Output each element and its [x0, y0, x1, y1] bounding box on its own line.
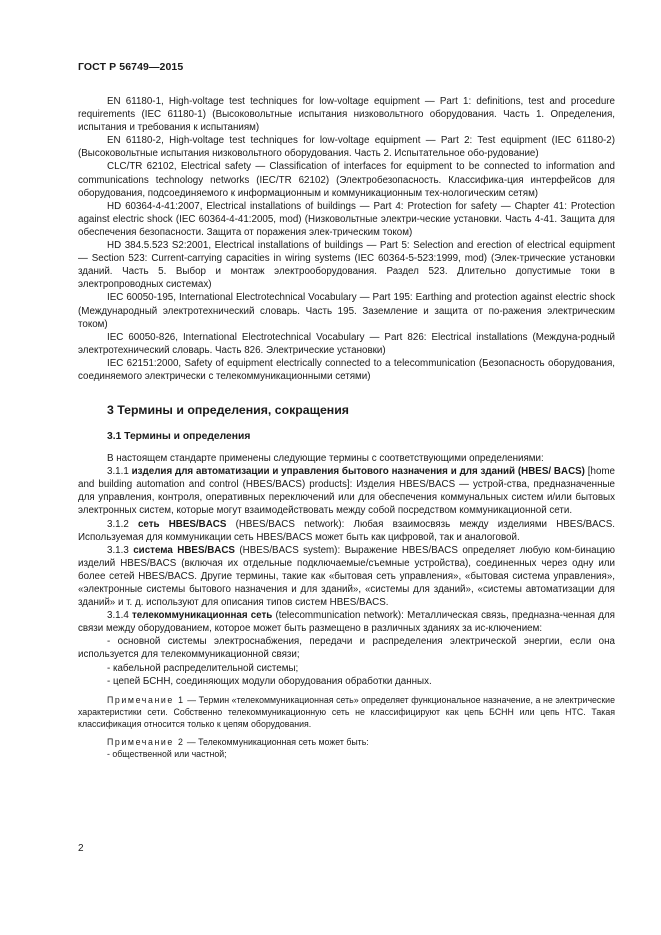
- term-text: (telecommunication network): Металлическая связь, предназна-ченная для связи между оборудованием, которое может быть размещено в различных зданиях за ис-ключением:: [78, 610, 615, 635]
- reference-item: CLC/TR 62102, Electrical safety — Classification of interfaces for equipment to be connected to information and communications technology networks (IEC/TR 62102) (Электробезопасность. Классифика-ция интерфейсов для оборудования, подсоединяемого к информационным и коммуникационным тех-нологическим сетям): [78, 161, 615, 199]
- reference-item: EN 61180-1, High-voltage test techniques for low-voltage equipment — Part 1: definitions, test and procedure requirements (IEC 61180-1) (Высоковольтные испытания низковольтного оборудования. Часть 1. Определения, испытания и требования к испытаниям): [78, 96, 615, 134]
- term-definition: [78, 609, 615, 635]
- reference-item: IEC 62151:2000, Safety of equipment electrically connected to a telecommunication (Безопасность оборудования, соединяемого электрически с телекоммуникационными сетями): [78, 357, 615, 382]
- list-item: - цепей БСНН, соединяющих модули оборудования обработки данных.: [107, 675, 432, 687]
- term-text: (HBES/BACS network): Любая взаимосвязь между изделиями HBES/BACS. Используемая для коммуникации сеть HBES/BACS может быть как цифровой, так и аналоговой.: [78, 518, 615, 543]
- term-name: изделия для автоматизации и управления бытового назначения и для зданий (HBES/ BACS): [131, 466, 585, 478]
- term-name: сеть HBES/BACS: [137, 518, 227, 530]
- notes: [78, 694, 615, 760]
- list-item: - кабельной распределительной системы;: [107, 662, 299, 674]
- note-list-item: - общественной или частной;: [107, 748, 227, 759]
- note-2: [78, 736, 615, 748]
- intro-paragraph: В настоящем стандарте применены следующие термины с соответствующими определениями:: [107, 453, 544, 465]
- subsection-title: 3.1 Термины и определения: [107, 431, 251, 443]
- note-label: Примечание 2: [107, 736, 185, 747]
- term-definition: [78, 544, 615, 609]
- term-name: система HBES/BACS: [133, 544, 235, 556]
- note-text: — Телекоммуникационная сеть может быть:: [184, 736, 369, 747]
- reference-item: IEC 60050-826, International Electrotechnical Vocabulary — Part 826: Electrical installations (Междуна-родный электротехнический словарь. Часть 826. Электрические установки): [78, 331, 615, 356]
- section-title: 3 Термины и определения, сокращения: [107, 403, 349, 418]
- reference-item: HD 384.5.523 S2:2001, Electrical installations of buildings — Part 5: Selection and erection of electrical equipment — Section 523: Current-carrying capacities in wiring systems (IEC 60364-5-523:1999, mod) (Элек-трические установки зданий. Часть 5. Выбор и монтаж электрооборудования. Раздел 523. Длительно допустимые токи в электропроводных системах): [78, 240, 615, 291]
- note-label: Примечание 1: [107, 694, 185, 705]
- reference-item: HD 60364-4-41:2007, Electrical installations of buildings — Part 4: Protection for safety — Chapter 41: Protection against electric shock (IEC 60364-4-41:2005, mod) (Низковольтные электри-ческие установки. Часть 4-41. Защита для обеспечения безопасности. Защита от поражения элек-трическим током): [78, 200, 615, 238]
- term-definition: [78, 518, 615, 544]
- standard-header: ГОСТ Р 56749—2015: [78, 61, 184, 73]
- term-name: телекоммуникационная сеть: [131, 610, 273, 622]
- reference-item: IEC 60050-195, International Electrotechnical Vocabulary — Part 195: Earthing and protection against electric shock (Международный электротехнический словарь. Часть 195. Заземление и защита от по-ражения электрическим током): [78, 292, 615, 330]
- list-item: - основной системы электроснабжения, передачи и распределения электрической энергии, если она используется для телекоммуникационной связи;: [78, 636, 615, 661]
- normative-references: [78, 95, 615, 383]
- term-number: 3.1.2: [107, 518, 129, 530]
- reference-item: EN 61180-2, High-voltage test techniques for low-voltage equipment — Part 2: Test equipment (IEC 61180-2) (Высоковольтные испытания низковольтного оборудования. Часть 2. Испытательное обо-рудование): [78, 135, 615, 160]
- note-text: — Термин «телекоммуникационная сеть» определяет функциональное назначение, а не электрические характеристики сети. Собственно телекоммуникационную сеть не классифицируют как цепь БСНН или цепь НТС. Такая классификация относится только к цепям оборудования.: [78, 694, 615, 729]
- page-number: 2: [78, 843, 84, 854]
- term-number: 3.1.4: [107, 610, 129, 622]
- definitions: [78, 452, 615, 688]
- term-number: 3.1.3: [107, 544, 129, 556]
- page-content: [78, 95, 615, 760]
- term-text: (HBES/BACS system): Выражение HBES/BACS определяет любую ком-бинацию изделий HBES/BACS (включая их отдельные подключаемые/съемные устройства), соединенных через одну или более сетей HBES/BACS. Другие термины, такие как «бытовая сеть управления», «бытовая система управления», «электронные системы бытового назначения и для зданий», «системы для зданий», «системы автоматизации для зданий» и т. д. используют для описания типов систем HBES/BACS.: [78, 544, 615, 609]
- term-number: 3.1.1: [107, 466, 129, 478]
- term-definition: [78, 465, 615, 517]
- note-1: [78, 694, 615, 730]
- term-text: [home and building automation and control (HBES/BACS) products]: Изделия HBES/BACS — устрой-ства, предназначенные для управления, контроля, оперативных переключений или для обеспечения коммунальных систем и/или бытовых электронных систем, которые могут взаимодействовать между собой посредством коммуникационной сети.: [78, 466, 615, 517]
